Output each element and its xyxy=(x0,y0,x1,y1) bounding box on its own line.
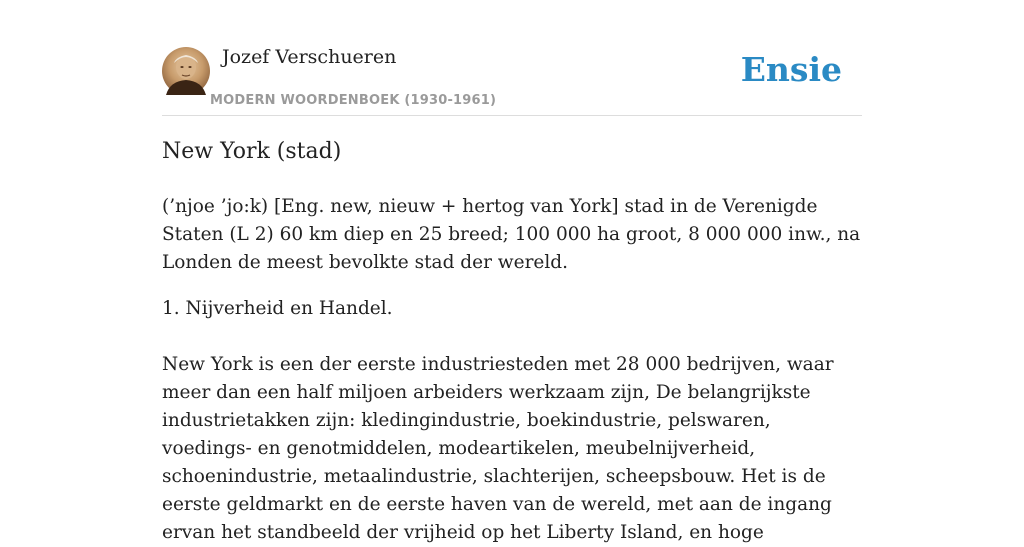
article-section-heading: 1. Nijverheid en Handel. xyxy=(162,298,393,319)
article-paragraph-body: New York is een der eerste industriesteden met 28 000 bedrijven, waar meer dan een half miljoen arbeiders werkzaam zijn, De belangrijkste industrietakken zijn: kledingindustrie, boekindustrie, pelswaren, voedings- en genotmiddelen, modeartikelen, meubelnijverheid, schoenindustrie, metaalindustrie, slachterijen, scheepsbouw. Het is de eerste geldmarkt en de eerste haven van de wereld, met aan de ingang ervan het standbeeld der vrijheid op het Liberty Island, en hoge xyxy=(162,354,834,543)
header-divider xyxy=(162,115,862,116)
portrait-icon xyxy=(162,47,210,95)
article-paragraph-intro: (’njoe ’jo:k) [Eng. new, nieuw + hertog van York] stad in de Verenigde Staten (L 2) 60 km diep en 25 breed; 100 000 ha groot, 8 000 000 inw., na Londen de meest bevolkte stad der wereld. xyxy=(162,196,861,273)
article-container xyxy=(162,0,862,543)
author-name[interactable]: Jozef Verschueren xyxy=(222,46,397,68)
brand-logo[interactable]: Ensie xyxy=(740,50,842,89)
article-header xyxy=(162,0,862,116)
article-title: New York (stad) xyxy=(162,139,342,164)
author-avatar[interactable] xyxy=(162,47,210,95)
source-label[interactable]: MODERN WOORDENBOEK (1930-1961) xyxy=(210,93,497,108)
